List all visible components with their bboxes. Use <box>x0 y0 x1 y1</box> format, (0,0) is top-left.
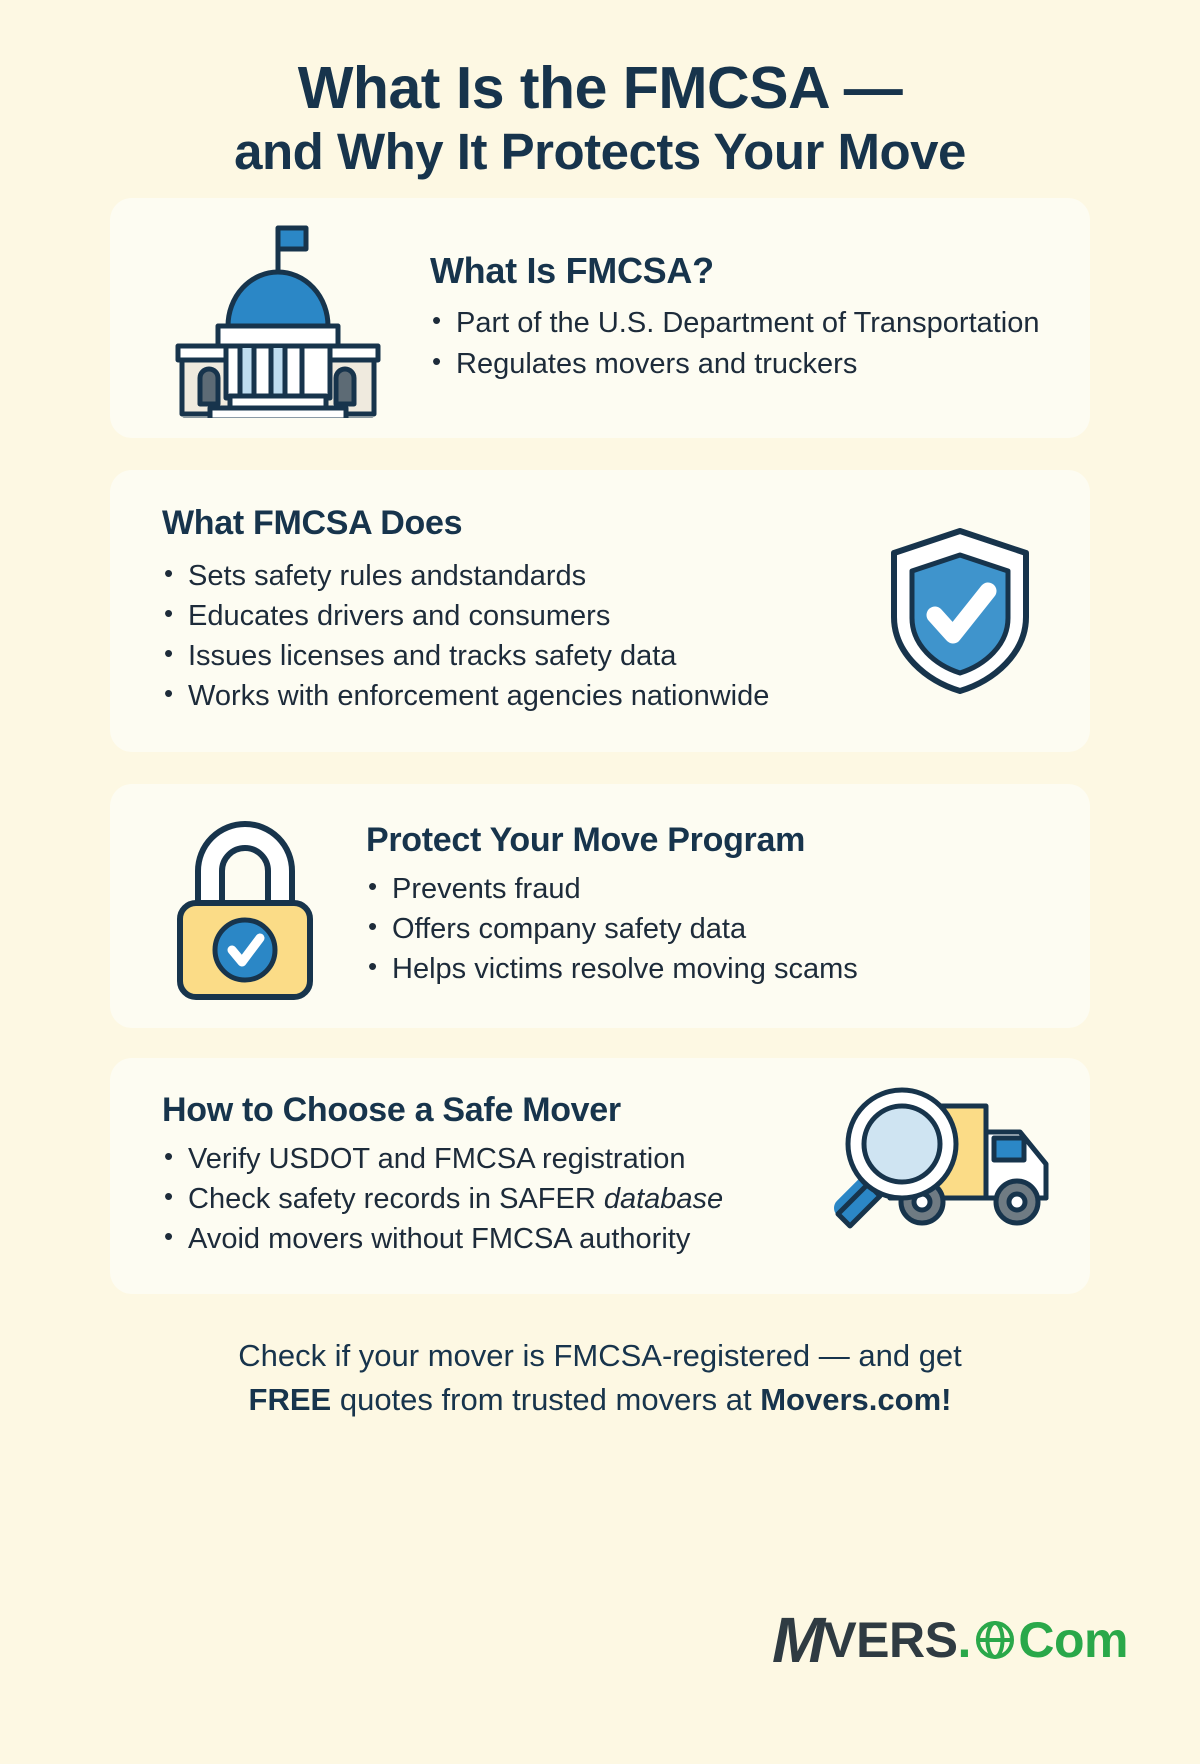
list-item: • Sets safety rules andstandards <box>162 557 860 595</box>
list-item: • Educates drivers and consumers <box>162 597 860 635</box>
bullet-list <box>162 1140 1054 1259</box>
card-what-is-fmcsa <box>110 198 1090 438</box>
logo-letter-m: M <box>772 1604 822 1676</box>
cta-brand: Movers.com! <box>760 1381 952 1417</box>
cta-line-2-mid: quotes from trusted movers at <box>331 1381 761 1417</box>
page-title <box>30 0 1170 184</box>
list-item: • Regulates movers and truckers <box>430 345 1050 383</box>
call-to-action <box>30 1334 1170 1422</box>
list-item: • Avoid movers without FMCSA authority <box>162 1220 1054 1258</box>
list-item: • Part of the U.S. Department of Transportation <box>430 304 1050 342</box>
globe-icon <box>973 1618 1017 1662</box>
capitol-building-icon <box>170 218 386 418</box>
card-body <box>162 504 880 718</box>
bullet-list <box>430 304 1050 383</box>
list-item: • Verify USDOT and FMCSA registration <box>162 1140 1054 1178</box>
card-heading: How to Choose a Safe Mover <box>162 1090 621 1129</box>
bullet-list <box>366 870 1050 989</box>
card-heading: What FMCSA Does <box>162 503 463 542</box>
card-how-to-choose <box>110 1058 1090 1294</box>
logo-text-vers: VERS <box>823 1612 958 1668</box>
list-item: • Offers company safety data <box>366 910 1050 948</box>
card-body <box>386 250 1050 385</box>
list-item: • Prevents fraud <box>366 870 1050 908</box>
logo-dot: . <box>957 1612 972 1668</box>
movers-com-logo[interactable] <box>772 1604 1128 1676</box>
card-body <box>320 821 1050 991</box>
cta-line-2 <box>30 1378 1170 1422</box>
cta-line-1: Check if your mover is FMCSA-registered — and get <box>238 1337 962 1373</box>
shield-check-icon <box>880 525 1040 697</box>
italic-database-word: database <box>603 1183 724 1216</box>
list-item: • Works with enforcement agencies nationwide <box>162 677 860 715</box>
list-item: • Issues licenses and tracks safety data <box>162 637 860 675</box>
list-item: • Helps victims resolve moving scams <box>366 950 1050 988</box>
card-heading: What Is FMCSA? <box>430 250 714 292</box>
padlock-check-icon <box>170 811 320 1001</box>
card-what-fmcsa-does <box>110 470 1090 752</box>
bullet-list <box>162 557 860 716</box>
cta-free-emphasis: FREE <box>248 1381 332 1417</box>
card-protect-your-move <box>110 784 1090 1028</box>
title-line-1: What Is the FMCSA — <box>297 55 903 121</box>
title-line-2: and Why It Protects Your Move <box>234 122 966 180</box>
logo-text-com: Com <box>1018 1612 1128 1668</box>
list-item <box>162 1180 1054 1218</box>
card-heading: Protect Your Move Program <box>366 820 806 859</box>
list-item-text-safer: Check safety records in SAFER database <box>188 1183 724 1216</box>
